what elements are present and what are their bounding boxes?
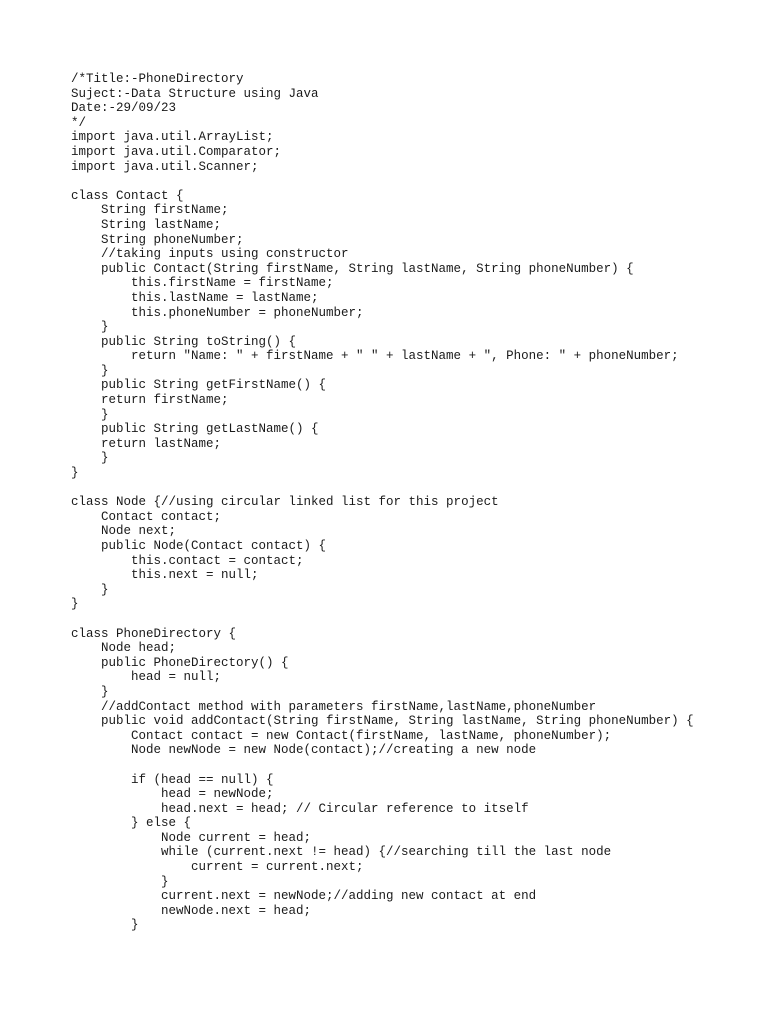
code-line: import java.util.Comparator; (71, 144, 282, 159)
code-line: return firstName; (71, 393, 229, 408)
code-line: Node current = head; (71, 830, 312, 845)
code-line: //addContact method with parameters firstName,lastName,phoneNumber (71, 699, 597, 714)
code-line: */ (71, 115, 87, 130)
code-line: Date:-29/09/23 (71, 101, 177, 116)
code-line: head = newNode; (71, 787, 274, 802)
code-line: newNode.next = head; (71, 903, 312, 918)
code-line: return lastName; (71, 436, 222, 451)
code-line: } (71, 918, 139, 933)
source-code-block (71, 72, 694, 933)
code-line: } (71, 582, 109, 597)
code-line: class Node {//using circular linked list for this project (71, 495, 499, 510)
code-line: Node next; (71, 524, 177, 539)
code-line: } (71, 874, 169, 889)
code-line: Suject:-Data Structure using Java (71, 86, 319, 101)
code-line: public String getLastName() { (71, 422, 319, 437)
code-line: Node newNode = new Node(contact);//creating a new node (71, 743, 537, 758)
code-line: public String toString() { (71, 334, 297, 349)
code-line: while (current.next != head) {//searching till the last node (71, 845, 612, 860)
code-line: import java.util.ArrayList; (71, 130, 274, 145)
code-line: this.phoneNumber = phoneNumber; (71, 305, 364, 320)
code-line: } else { (71, 816, 192, 831)
code-line: return "Name: " + firstName + " " + lastName + ", Phone: " + phoneNumber; (71, 349, 679, 364)
code-line: public PhoneDirectory() { (71, 655, 289, 670)
code-line: String phoneNumber; (71, 232, 244, 247)
code-line: //taking inputs using constructor (71, 247, 349, 262)
code-line: this.firstName = firstName; (71, 276, 334, 291)
code-line: Contact contact; (71, 509, 222, 524)
code-line: } (71, 466, 79, 481)
code-line: current = current.next; (71, 860, 364, 875)
code-line: String firstName; (71, 203, 229, 218)
code-line (71, 481, 694, 496)
code-line: public String getFirstName() { (71, 378, 327, 393)
code-line: head.next = head; // Circular reference to itself (71, 801, 529, 816)
code-line: class PhoneDirectory { (71, 626, 237, 641)
code-line: String lastName; (71, 217, 222, 232)
code-line: } (71, 363, 109, 378)
code-line: if (head == null) { (71, 772, 274, 787)
code-line: } (71, 451, 109, 466)
code-line: this.next = null; (71, 568, 259, 583)
code-line: this.contact = contact; (71, 553, 304, 568)
code-line: } (71, 684, 109, 699)
code-line (71, 612, 694, 627)
code-line: this.lastName = lastName; (71, 290, 319, 305)
code-line: } (71, 407, 109, 422)
code-line: Node head; (71, 641, 177, 656)
code-line: head = null; (71, 670, 222, 685)
code-line: /*Title:-PhoneDirectory (71, 72, 244, 86)
code-line: public Node(Contact contact) { (71, 539, 327, 553)
code-line: public void addContact(String firstName, String lastName, String phoneNumber) { (71, 714, 694, 729)
code-line: } (71, 597, 79, 612)
code-line: Contact contact = new Contact(firstName, lastName, phoneNumber); (71, 728, 612, 743)
code-line (71, 758, 694, 773)
code-line: } (71, 320, 109, 335)
code-line (71, 174, 694, 189)
code-line: class Contact { (71, 188, 184, 203)
code-line: import java.util.Scanner; (71, 159, 259, 174)
code-line: public Contact(String firstName, String lastName, String phoneNumber) { (71, 261, 634, 276)
code-line: current.next = newNode;//adding new contact at end (71, 889, 537, 904)
